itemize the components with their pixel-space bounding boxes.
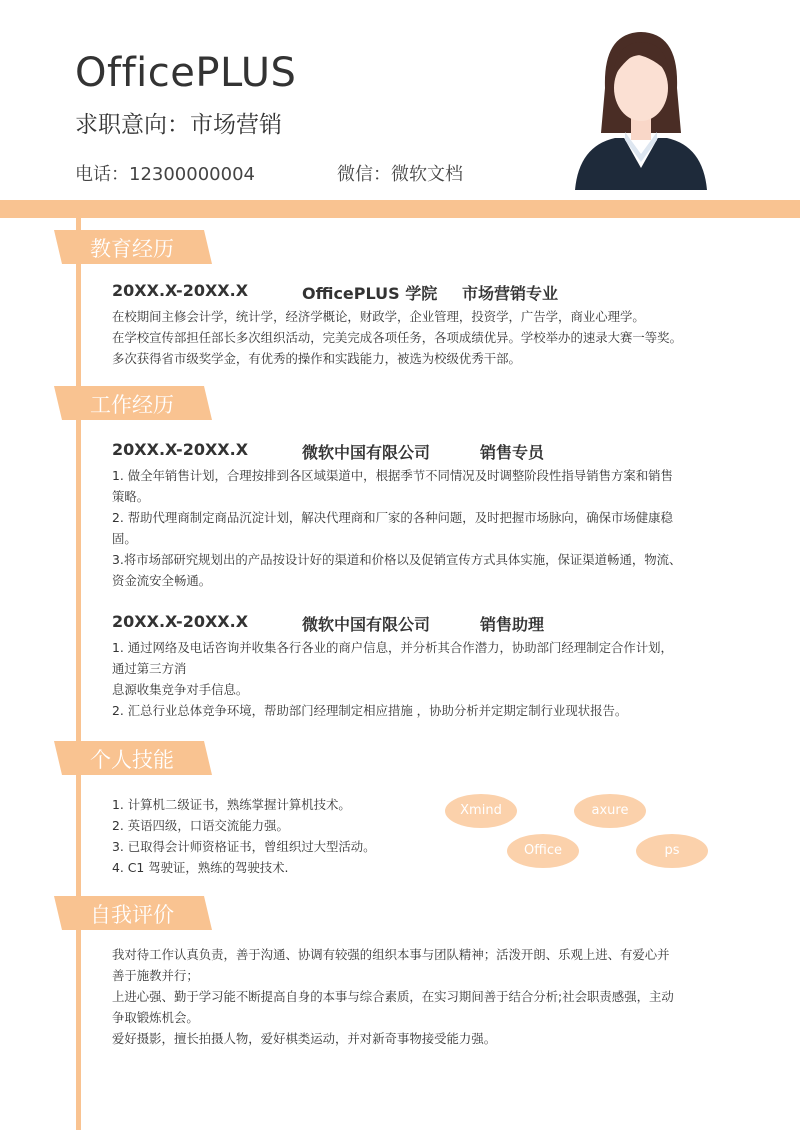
list-item: 1. 计算机二级证书，熟练掌握计算机技术。 xyxy=(112,797,351,812)
wechat-text: 微信：微软文档 xyxy=(337,164,463,185)
skill-tag-axure: axure xyxy=(574,794,646,828)
text-line: 息源收集竞争对手信息。 xyxy=(112,682,249,697)
education-date: 20XX.X-20XX.X xyxy=(112,281,249,300)
education-major: 市场营销专业 xyxy=(462,284,559,303)
list-item: 3. 已取得会计师资格证书，曾组织过大型活动。 xyxy=(112,839,376,854)
text-line: 争取锻炼机会。 xyxy=(112,1010,199,1025)
text-line: 在校期间主修会计学，统计学，经济学概论，财政学，企业管理，投资学，广告学，商业心理学。 xyxy=(112,309,645,324)
text-line: 3.将市场部研究规划出的产品按设计好的渠道和价格以及促销宣传方式具体实施，保证渠道畅通，物流、 xyxy=(112,552,682,567)
section-title-education: 教育经历 xyxy=(90,237,174,261)
header-divider-bar xyxy=(0,200,800,218)
section-title-self: 自我评价 xyxy=(90,903,174,927)
text-line: 通过第三方消 xyxy=(112,661,187,676)
job-intent: 求职意向：市场营销 xyxy=(75,112,282,138)
work-role: 销售助理 xyxy=(480,615,545,634)
timeline-line xyxy=(76,218,81,1130)
text-line: 多次获得省市级奖学金，有优秀的操作和实践能力，被选为校级优秀干部。 xyxy=(112,351,521,366)
section-header-education xyxy=(54,230,212,264)
text-line: 善于施教并行； xyxy=(112,968,199,983)
list-item: 2. 英语四级，口语交流能力强。 xyxy=(112,818,289,833)
work-description xyxy=(112,637,722,721)
text-line: 1. 通过网络及电话咨询并收集各行各业的商户信息，并分析其合作潜力，协助部门经理制定合作计划， xyxy=(112,640,673,655)
skill-tag-office: Office xyxy=(507,834,579,868)
avatar xyxy=(575,28,707,190)
self-evaluation xyxy=(112,944,722,1049)
text-line: 资金流安全畅通。 xyxy=(112,573,212,588)
work-date: 20XX.X-20XX.X xyxy=(112,612,249,631)
section-title-skills: 个人技能 xyxy=(90,748,174,772)
work-company: 微软中国有限公司 xyxy=(302,615,431,634)
work-description xyxy=(112,465,722,591)
work-date: 20XX.X-20XX.X xyxy=(112,440,249,459)
resume-name: OfficePLUS xyxy=(75,50,297,96)
education-school: OfficePLUS 学院 xyxy=(302,284,438,303)
text-line: 2. 帮助代理商制定商品沉淀计划，解决代理商和厂家的各种问题，及时把握市场脉向，确保市场健康稳 xyxy=(112,510,673,525)
text-line: 上进心强、勤于学习能不断提高自身的本事与综合素质，在实习期间善于结合分析;社会职责感强，主动 xyxy=(112,989,674,1004)
section-header-self xyxy=(54,896,212,930)
text-line: 固。 xyxy=(112,531,137,546)
avatar-illustration xyxy=(575,28,707,190)
skills-list xyxy=(112,794,432,878)
section-title-work: 工作经历 xyxy=(90,393,174,417)
section-header-work xyxy=(54,386,212,420)
text-line: 我对待工作认真负责，善于沟通、协调有较强的组织本事与团队精神；活泼开朗、乐观上进、有爱心并 xyxy=(112,947,670,962)
work-company: 微软中国有限公司 xyxy=(302,443,431,462)
section-header-skills xyxy=(54,741,212,775)
education-description xyxy=(112,306,722,369)
text-line: 在学校宣传部担任部长多次组织活动，完美完成各项任务，各项成绩优异。学校举办的速录大赛一等奖。 xyxy=(112,330,682,345)
text-line: 爱好摄影，擅长拍摄人物，爱好棋类运动，并对新奇事物接受能力强。 xyxy=(112,1031,497,1046)
list-item: 4. C1 驾驶证，熟练的驾驶技术. xyxy=(112,860,289,875)
skill-tag-ps: ps xyxy=(636,834,708,868)
work-role: 销售专员 xyxy=(480,443,545,462)
text-line: 策略。 xyxy=(112,489,150,504)
text-line: 1. 做全年销售计划，合理按排到各区域渠道中，根据季节不同情况及时调整阶段性指导销售方案和销售 xyxy=(112,468,673,483)
skill-tag-xmind: Xmind xyxy=(445,794,517,828)
text-line: 2. 汇总行业总体竞争环境，帮助部门经理制定相应措施 ，协助分析并定期定制行业现状报告。 xyxy=(112,703,628,718)
phone-text: 电话：12300000004 xyxy=(75,164,255,185)
